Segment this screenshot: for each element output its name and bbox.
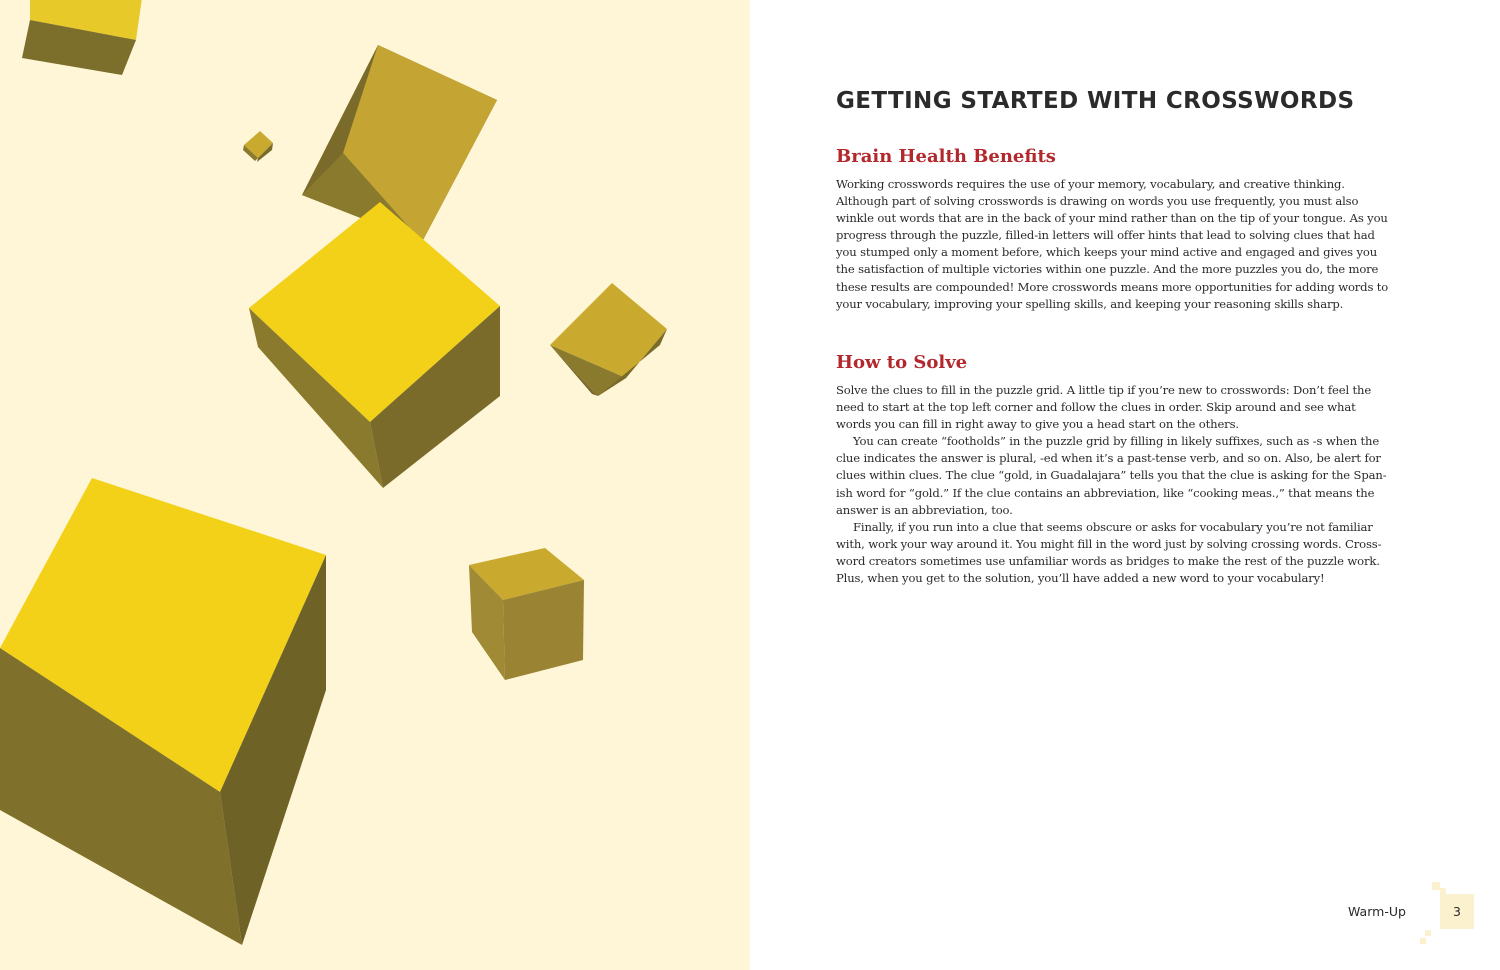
text-line: the satisfaction of multiple victories within one puzzle. And the more puzzles you do, the more — [836, 262, 1379, 277]
footer-section-label: Warm-Up — [1348, 904, 1406, 919]
cube-top-left — [22, 0, 142, 75]
brain-health-paragraph — [836, 176, 1436, 313]
text-line: word creators sometimes use unfamiliar words as bridges to make the rest of the puzzle work. — [836, 553, 1380, 568]
page-number: 3 — [1453, 904, 1461, 919]
footer-decoration — [1420, 938, 1426, 944]
page-title: GETTING STARTED WITH CROSSWORDS — [836, 88, 1355, 114]
page-number-tab — [1440, 894, 1474, 929]
text-line: these results are compounded! More crosswords means more opportunities for adding words to — [836, 279, 1389, 294]
cube-lower-right — [469, 548, 584, 680]
text-line: Plus, when you get to the solution, you’ll have added a new word to your vocabulary! — [836, 571, 1325, 586]
text-line: ish word for “gold.” If the clue contains an abbreviation, like “cooking meas.,” that means the — [836, 485, 1375, 500]
cube-right-small — [550, 283, 667, 396]
text-line: clues within clues. The clue “gold, in Guadalajara” tells you that the clue is asking for the Span- — [836, 468, 1387, 483]
section-heading-how-to-solve: How to Solve — [836, 352, 968, 373]
cube-tiny — [243, 131, 273, 162]
cube-center-bright — [249, 202, 500, 488]
cube-upper-center — [302, 45, 497, 242]
text-line: Although part of solving crosswords is drawing on words you use frequently, you must also — [836, 194, 1359, 209]
text-line: with, work your way around it. You might fill in the word just by solving crossing words. Cross- — [836, 536, 1382, 551]
text-line: Working crosswords requires the use of your memory, vocabulary, and creative thinking. — [836, 177, 1345, 191]
footer-decoration — [1432, 882, 1440, 890]
footer-decoration — [1425, 930, 1431, 936]
text-line: you stumped only a moment before, which keeps your mind active and engaged and gives you — [836, 245, 1378, 260]
text-line: winkle out words that are in the back of your mind rather than on the tip of your tongue. As you — [836, 211, 1388, 226]
text-line: You can create “footholds” in the puzzle grid by filling in likely suffixes, such as -s when the — [853, 434, 1380, 449]
text-line: progress through the puzzle, filled-in letters will offer hints that lead to solving clues that had — [836, 228, 1375, 243]
text-line: need to start at the top left corner and follow the clues in order. Skip around and see what — [836, 400, 1356, 415]
section-heading-brain-health: Brain Health Benefits — [836, 146, 1056, 167]
text-line: Finally, if you run into a clue that seems obscure or asks for vocabulary you’re not familiar — [853, 519, 1373, 534]
how-to-solve-paragraphs — [836, 382, 1436, 587]
text-line: clue indicates the answer is plural, -ed when it’s a past-tense verb, and so on. Also, be alert for — [836, 451, 1381, 466]
text-line: Solve the clues to fill in the puzzle grid. A little tip if you’re new to crosswords: Don’t feel the — [836, 383, 1372, 397]
text-line: answer is an abbreviation, too. — [836, 502, 1013, 517]
text-line: words you can fill in right away to give you a head start on the others. — [836, 417, 1239, 432]
text-line: your vocabulary, improving your spelling skills, and keeping your reasoning skills sharp. — [836, 296, 1344, 311]
cube-large-bright — [0, 478, 326, 945]
